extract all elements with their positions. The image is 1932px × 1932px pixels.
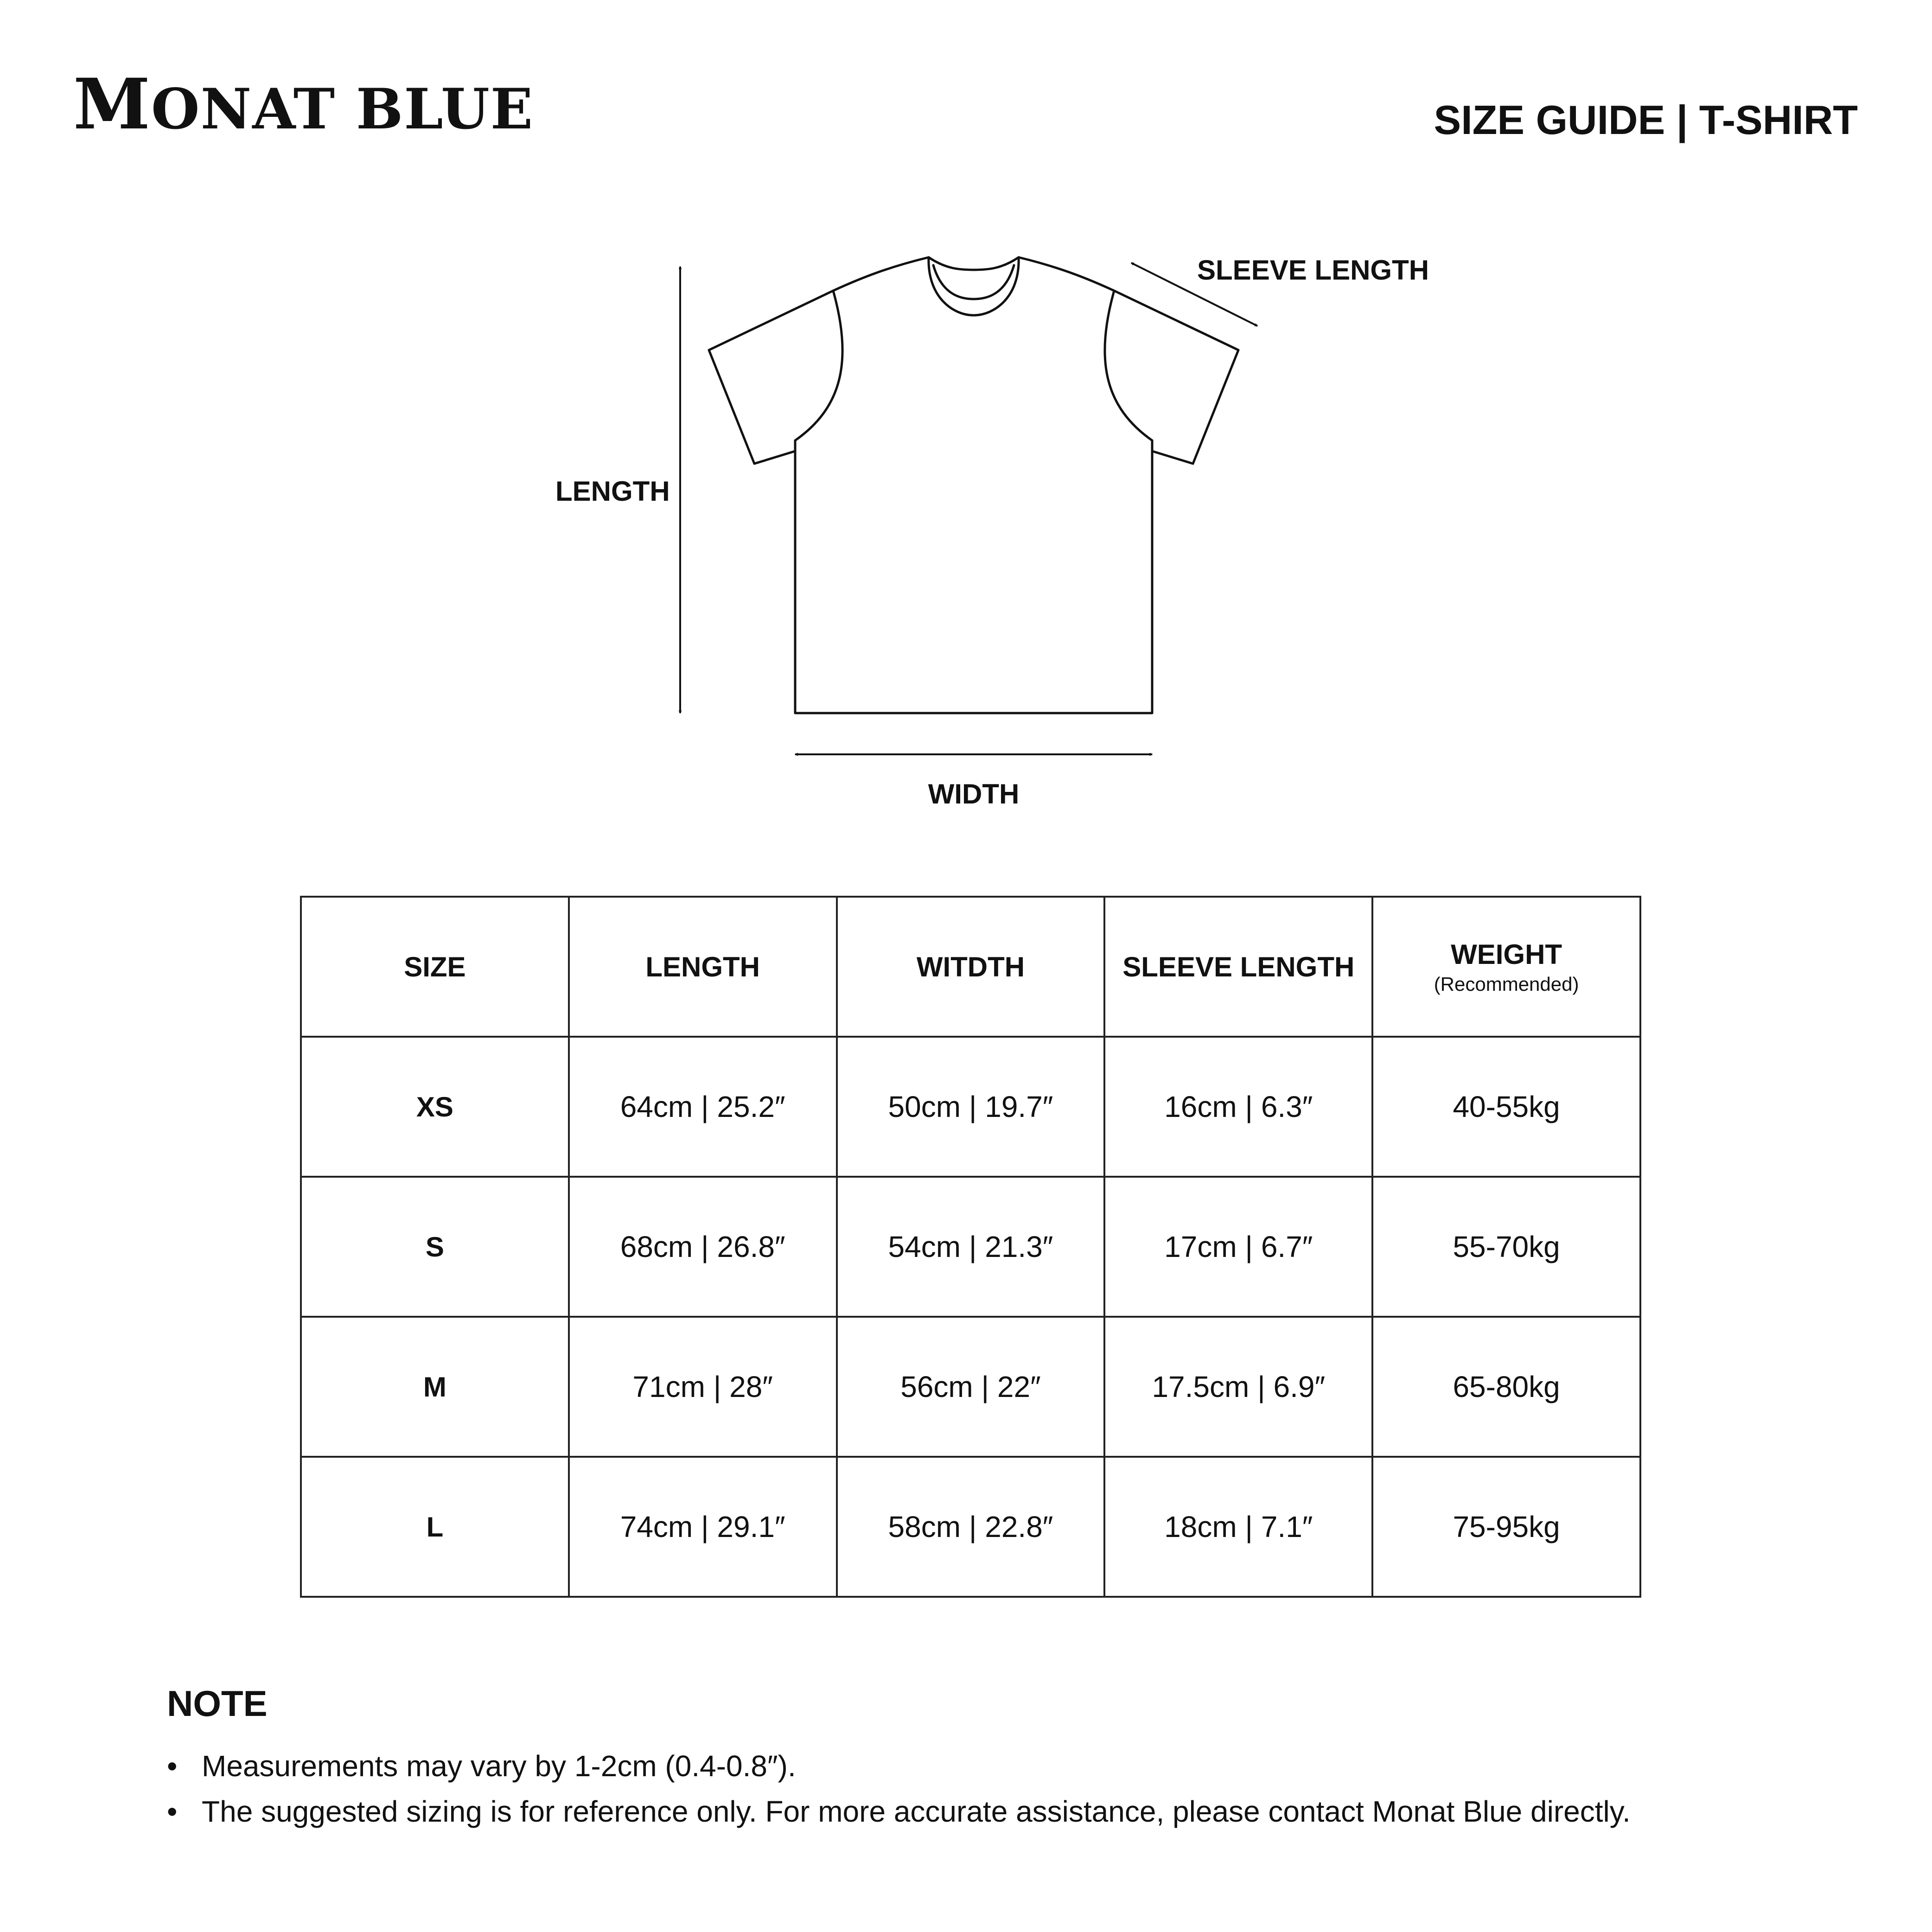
right-shoulder-line [1019, 257, 1114, 291]
left-sleeve [709, 291, 833, 464]
right-sleeve [1114, 291, 1238, 464]
brand-name-rest: ONAT BLUE [151, 77, 534, 142]
note-title: NOTE [167, 1683, 268, 1724]
table-row [301, 1177, 1640, 1317]
tshirt-body [795, 440, 1152, 713]
cell-sleeve-length: 17.5cm | 6.9″ [1104, 1317, 1372, 1457]
cell-length: 71cm | 28″ [569, 1317, 837, 1457]
note-text: Measurements may vary by 1-2cm (0.4-0.8″). [202, 1749, 796, 1783]
cell-weight: 55-70kg [1372, 1177, 1640, 1317]
left-shoulder-line [833, 257, 929, 291]
width-label: WIDTH [928, 778, 1020, 810]
cell-size: L [301, 1457, 569, 1597]
header-size: SIZE [301, 897, 569, 1037]
cell-sleeve-length: 16cm | 6.3″ [1104, 1037, 1372, 1177]
brand-initial: M [73, 64, 152, 145]
table-row [301, 1037, 1640, 1177]
right-armhole [1105, 291, 1152, 451]
tshirt-diagram [0, 0, 1932, 881]
cell-width: 50cm | 19.7″ [837, 1037, 1105, 1177]
cell-weight: 75-95kg [1372, 1457, 1640, 1597]
header-length: LENGTH [569, 897, 837, 1037]
size-table [300, 896, 1641, 1598]
cell-weight: 65-80kg [1372, 1317, 1640, 1457]
cell-weight: 40-55kg [1372, 1037, 1640, 1177]
cell-length: 74cm | 29.1″ [569, 1457, 837, 1597]
length-label: LENGTH [555, 476, 670, 507]
cell-width: 58cm | 22.8″ [837, 1457, 1105, 1597]
tshirt-outline [709, 257, 1238, 713]
page-title: SIZE GUIDE | T-SHIRT [1434, 97, 1858, 143]
sleeve-length-label: SLEEVE LENGTH [1197, 255, 1429, 286]
header-weight-label: WEIGHT [1451, 938, 1562, 970]
cell-width: 54cm | 21.3″ [837, 1177, 1105, 1317]
left-armhole [795, 291, 842, 451]
header-width: WITDTH [837, 897, 1105, 1037]
note-text: The suggested sizing is for reference only. For more accurate assistance, please contact Monat Blue directly. [202, 1795, 1631, 1828]
header-weight [1372, 897, 1640, 1037]
header-sleeve-length: SLEEVE LENGTH [1104, 897, 1372, 1037]
table-header-row [301, 897, 1640, 1037]
table-row [301, 1317, 1640, 1457]
cell-sleeve-length: 17cm | 6.7″ [1104, 1177, 1372, 1317]
cell-size: XS [301, 1037, 569, 1177]
list-item [167, 1743, 1836, 1789]
collar-outer [929, 257, 1019, 315]
cell-size: S [301, 1177, 569, 1317]
cell-sleeve-length: 18cm | 7.1″ [1104, 1457, 1372, 1597]
cell-length: 64cm | 25.2″ [569, 1037, 837, 1177]
cell-width: 56cm | 22″ [837, 1317, 1105, 1457]
table-row [301, 1457, 1640, 1597]
cell-length: 68cm | 26.8″ [569, 1177, 837, 1317]
bullet-icon: • [167, 1749, 178, 1783]
collar-top [929, 257, 1019, 270]
header-weight-subtitle: (Recommended) [1434, 973, 1579, 995]
cell-size: M [301, 1317, 569, 1457]
note-list [167, 1743, 1836, 1834]
bullet-icon: • [167, 1795, 178, 1828]
list-item [167, 1789, 1836, 1834]
